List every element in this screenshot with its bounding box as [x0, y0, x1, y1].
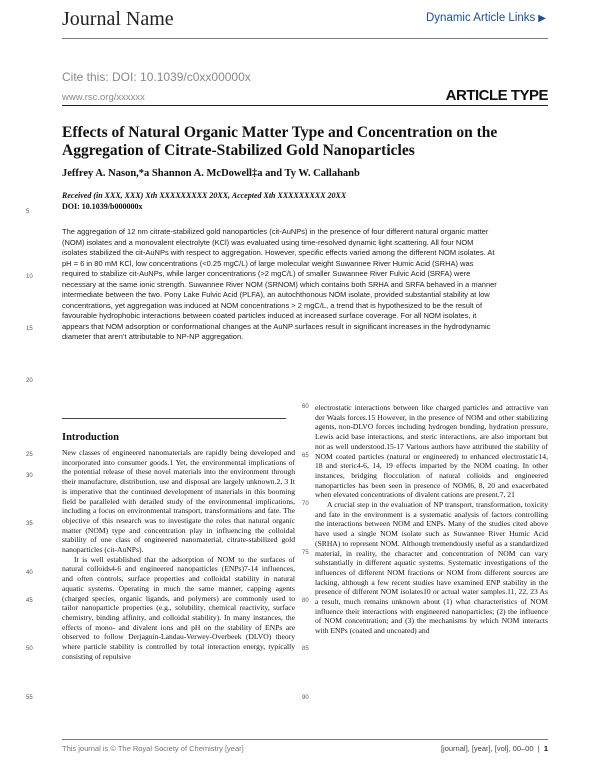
- line-number: 60: [302, 404, 309, 410]
- header-rule-bottom: [62, 105, 548, 106]
- section-heading-introduction: Introduction: [62, 432, 119, 443]
- line-number: 85: [302, 646, 309, 652]
- author-list: Jeffrey A. Nason,*a Shannon A. McDowell‡a and Ty W. Callahanb: [62, 168, 360, 179]
- received-accepted-dates: Received (in XXX, XXX) Xth XXXXXXXXX 20XX, Accepted Xth XXXXXXXXX 20XX: [62, 191, 347, 200]
- dynamic-article-links[interactable]: [426, 12, 546, 24]
- intro-paragraph: A crucial step in the evaluation of NP transport, transformation, toxicity and fate in the environment is a systematic analysis of factors controlling the interactions between NOM and ENPs. Many of the studies cited above have used a single NOM isolate such as Suwannee River Humic Acid (SRHA) to represent NOM. Although tremendously useful as a standardized material, in reality, the character and concentration of NOM can vary substantially in different aquatic systems. Systematic investigations of the influences of different NOM fractions or NOM from different sources are lacking, although a few recent studies have examined ENP stability in the presence of different NOM isolates10 or actual water samples.11, 22, 23 As a result, much remains unknown about (1) what characteristics of NOM influence their interactions with engineered nanoparticles; (2) the influence of NOM concentration; and (3) the mechanisms by which NOM interacts with ENPs (coated and uncoated) and: [315, 500, 548, 636]
- intro-paragraph: New classes of engineered nanomaterials are rapidly being developed and incorporated into consumer goods.1 Yet, the environmental implications of the potential release of these novel materials into the environment through their manufacture, distribution, use and disposal are largely unknown.2, 3 It is imperative that the continued development of materials in this booming field be paralleled with detailed study of the environmental implications, including a focus on environmental transport, transformations and fate. The objective of this research was to investigate the roles that natural organic matter (NOM) type and concentration play in influencing the colloidal stability of one class of engineered nanomaterial, citrate-stabilized gold nanoparticles (cit-AuNPs).: [62, 448, 295, 555]
- line-number: 75: [302, 550, 309, 556]
- footer-copyright: This journal is © The Royal Society of Chemistry [year]: [62, 744, 244, 753]
- article-type: ARTICLE TYPE: [445, 87, 548, 104]
- line-number: 5: [26, 209, 30, 215]
- line-number: 45: [26, 598, 33, 604]
- line-number: 55: [26, 695, 33, 701]
- page-number: 1: [543, 744, 548, 753]
- journal-name: Journal Name: [62, 8, 174, 30]
- dynamic-links-label[interactable]: Dynamic Article Links: [426, 12, 536, 24]
- footer-rule: [62, 739, 548, 740]
- line-number: 25: [26, 452, 33, 458]
- body-column-left: [62, 448, 295, 661]
- line-number: 15: [26, 326, 33, 332]
- line-number: 20: [26, 378, 33, 384]
- journal-url[interactable]: www.rsc.org/xxxxxx: [62, 92, 145, 103]
- abstract: The aggregation of 12 nm citrate-stabilized gold nanoparticles (cit-AuNPs) in the presence of four different natural organic matter (NOM) isolates and a monovalent electrolyte (KCl) was evaluated using time-resolved dynamic light scattering. All four NOM isolates stabilized the cit-AuNPs with respect to aggregation. However, specific effects varied among the different NOM isolates. At pH = 6 in 80 mM KCl, low concentrations (<0.25 mgC/L) of large molecular weight Suwannee River Humic Acid (SRHA) was required to stabilize cit-AuNPs, while larger concentrations (>2 mgC/L) of smaller Suwannee River Fulvic Acid (SRFA) were necessary at the same ionic strength. Suwannee River NOM (SRNOM) which contains both SRHA and SRFA behaved in a manner intermediate between the two. Pony Lake Fulvic Acid (PLFA), an autochthonous NOM isolate, provided substantial stability at low concentrations, yet aggregation was induced at NOM concentrations > 2 mgC/L, a trend that is hypothesized to be the result of favourable hydrophobic interactions between coated particles induced at increased surface coverage. For all NOM isolates, it appears that NOM adsorption or conformational changes at the AuNP surfaces result in significant increases in the hydrodynamic diameter that aren’t attributable to NP-NP aggregation.: [62, 227, 497, 341]
- footer-journal-citation: [journal], [year], [vol], 00–00: [440, 744, 534, 753]
- line-number: 80: [302, 598, 309, 604]
- header-rule-top: [62, 38, 548, 39]
- intro-paragraph: It is well established that the adsorption of NOM to the surfaces of natural colloids4-6 and engineered nanoparticles (ENPs)7-14 influences, and often controls, surface properties and colloidal stability in natural aquatic systems. Operating in much the same manner, capping agents (charged species, organic ligands, and polymers) are commonly used to tailor nanoparticle properties (e.g., solubility, chemical reactivity, surface chemistry, binding affinity, and colloidal stability). In many instances, the effects of mono- and divalent ions and pH on the stability of ENPs are observed to follow Derjaguin-Landau-Verwey-Overbeek (DLVO) theory where particle stability is controlled by total interaction energy, typically consisting of repulsive: [62, 554, 295, 661]
- triangle-right-icon: ▶: [538, 13, 546, 24]
- line-number: 30: [26, 473, 33, 479]
- intro-paragraph: electrostatic interactions between like charged particles and attractive van der Waals forces.15 However, in the presence of NOM and other stabilizing agents, non-DLVO forces including hydrogen bonding, hydration pressure, Lewis acid base interactions, and steric interactions, are also important but not as well understood.15-17 Various authors have attributed the stability of NOM coated particles (natural or engineered) to enhanced electrostatic14, 18 and steric4-6, 14, 19 effects imparted by the NOM coating. In other instances, bridging flocculation of natural colloids and engineered nanoparticles has been seen in presence of NOM6, 8, 20 and exacerbated when elevated concentrations of divalent cations are present.7, 21: [315, 403, 548, 500]
- body-column-right: [315, 403, 548, 636]
- footer-citation: [journal], [year], [vol], 00–00 | 1: [440, 744, 548, 753]
- line-number: 50: [26, 646, 33, 652]
- line-number: 70: [302, 501, 309, 507]
- cite-this-doi: Cite this: DOI: 10.1039/c0xx00000x: [62, 70, 251, 84]
- line-number: 10: [26, 274, 33, 280]
- abstract-rule: [62, 418, 286, 419]
- line-number: 35: [26, 521, 33, 527]
- line-number: 90: [302, 695, 309, 701]
- line-number: 40: [26, 570, 33, 576]
- article-doi[interactable]: DOI: 10.1039/b000000x: [62, 202, 143, 211]
- article-title: Effects of Natural Organic Matter Type and Concentration on the Aggregation of Citrate-Stabilized Gold Nanoparticles: [62, 124, 498, 159]
- line-number: 65: [302, 453, 309, 459]
